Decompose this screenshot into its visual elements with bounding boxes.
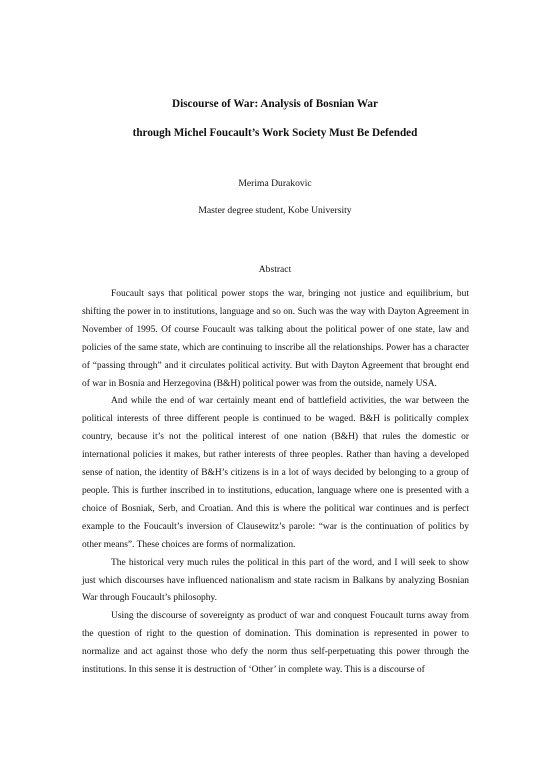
- abstract-paragraph-4: Using the discourse of sovereignty as product of war and conquest Foucault turns away from the question of right to the question of domination. This domination is represented in power to normalize and act against those who defy the norm thus self-perpetuating this power through the institutions. In this sense it is destruction of ‘Other’ in complete way. This is a discourse of: [82, 611, 469, 676]
- abstract-paragraph-3: The historical very much rules the political in this part of the word, and I will seek to show just which discourses have influenced nationalism and state racism in Balkans by analyzing Bosnian War through Foucault’s philosophy.: [82, 557, 469, 604]
- paper-title-line-1: Discourse of War: Analysis of Bosnian War: [172, 98, 378, 110]
- author-name: Merima Durakovic: [238, 178, 312, 189]
- author-affiliation: Master degree student, Kobe University: [198, 205, 352, 216]
- abstract-paragraph-1: Foucault says that political power stops the war, bringing not justice and equilibrium, but shifting the power in to institutions, language and so on. Such was the way with Dayton Agreement in November of 1995. Of course Foucault was talking about the political power of one state, law and policies of the same state, which are continuing to inscribe all the relationships. Power has a character of “passing through” and it circulates political activity. But with Dayton Agreement that brought end of war in Bosnia and Herzegovina (B&H) political power was from the outside, namely USA.: [82, 289, 469, 389]
- abstract-body: [82, 286, 469, 680]
- abstract-paragraph-2: And while the end of war certainly meant end of battlefield activities, the war between the political interests of three different people is continued to be waged. B&H is politically complex country, because it’s not the political interest of one nation (B&H) that rules the domestic or international policies it makes, but rather interests of three peoples. Rather than having a developed sense of nation, the identity of B&H’s citizens is in a lot of ways decided by belonging to a group of people. This is further inscribed in to institutions, education, language where one is presented with a choice of Bosniak, Serb, and Croatian. And this is where the political war continues and is perfect example to the Foucault’s inversion of Clausewitz’s parole: “war is the continuation of politics by other means”. These choices are forms of normalization.: [82, 396, 469, 550]
- abstract-heading: Abstract: [258, 264, 292, 275]
- paper-title-line-2: through Michel Foucault’s Work Society Must Be Defended: [132, 127, 418, 139]
